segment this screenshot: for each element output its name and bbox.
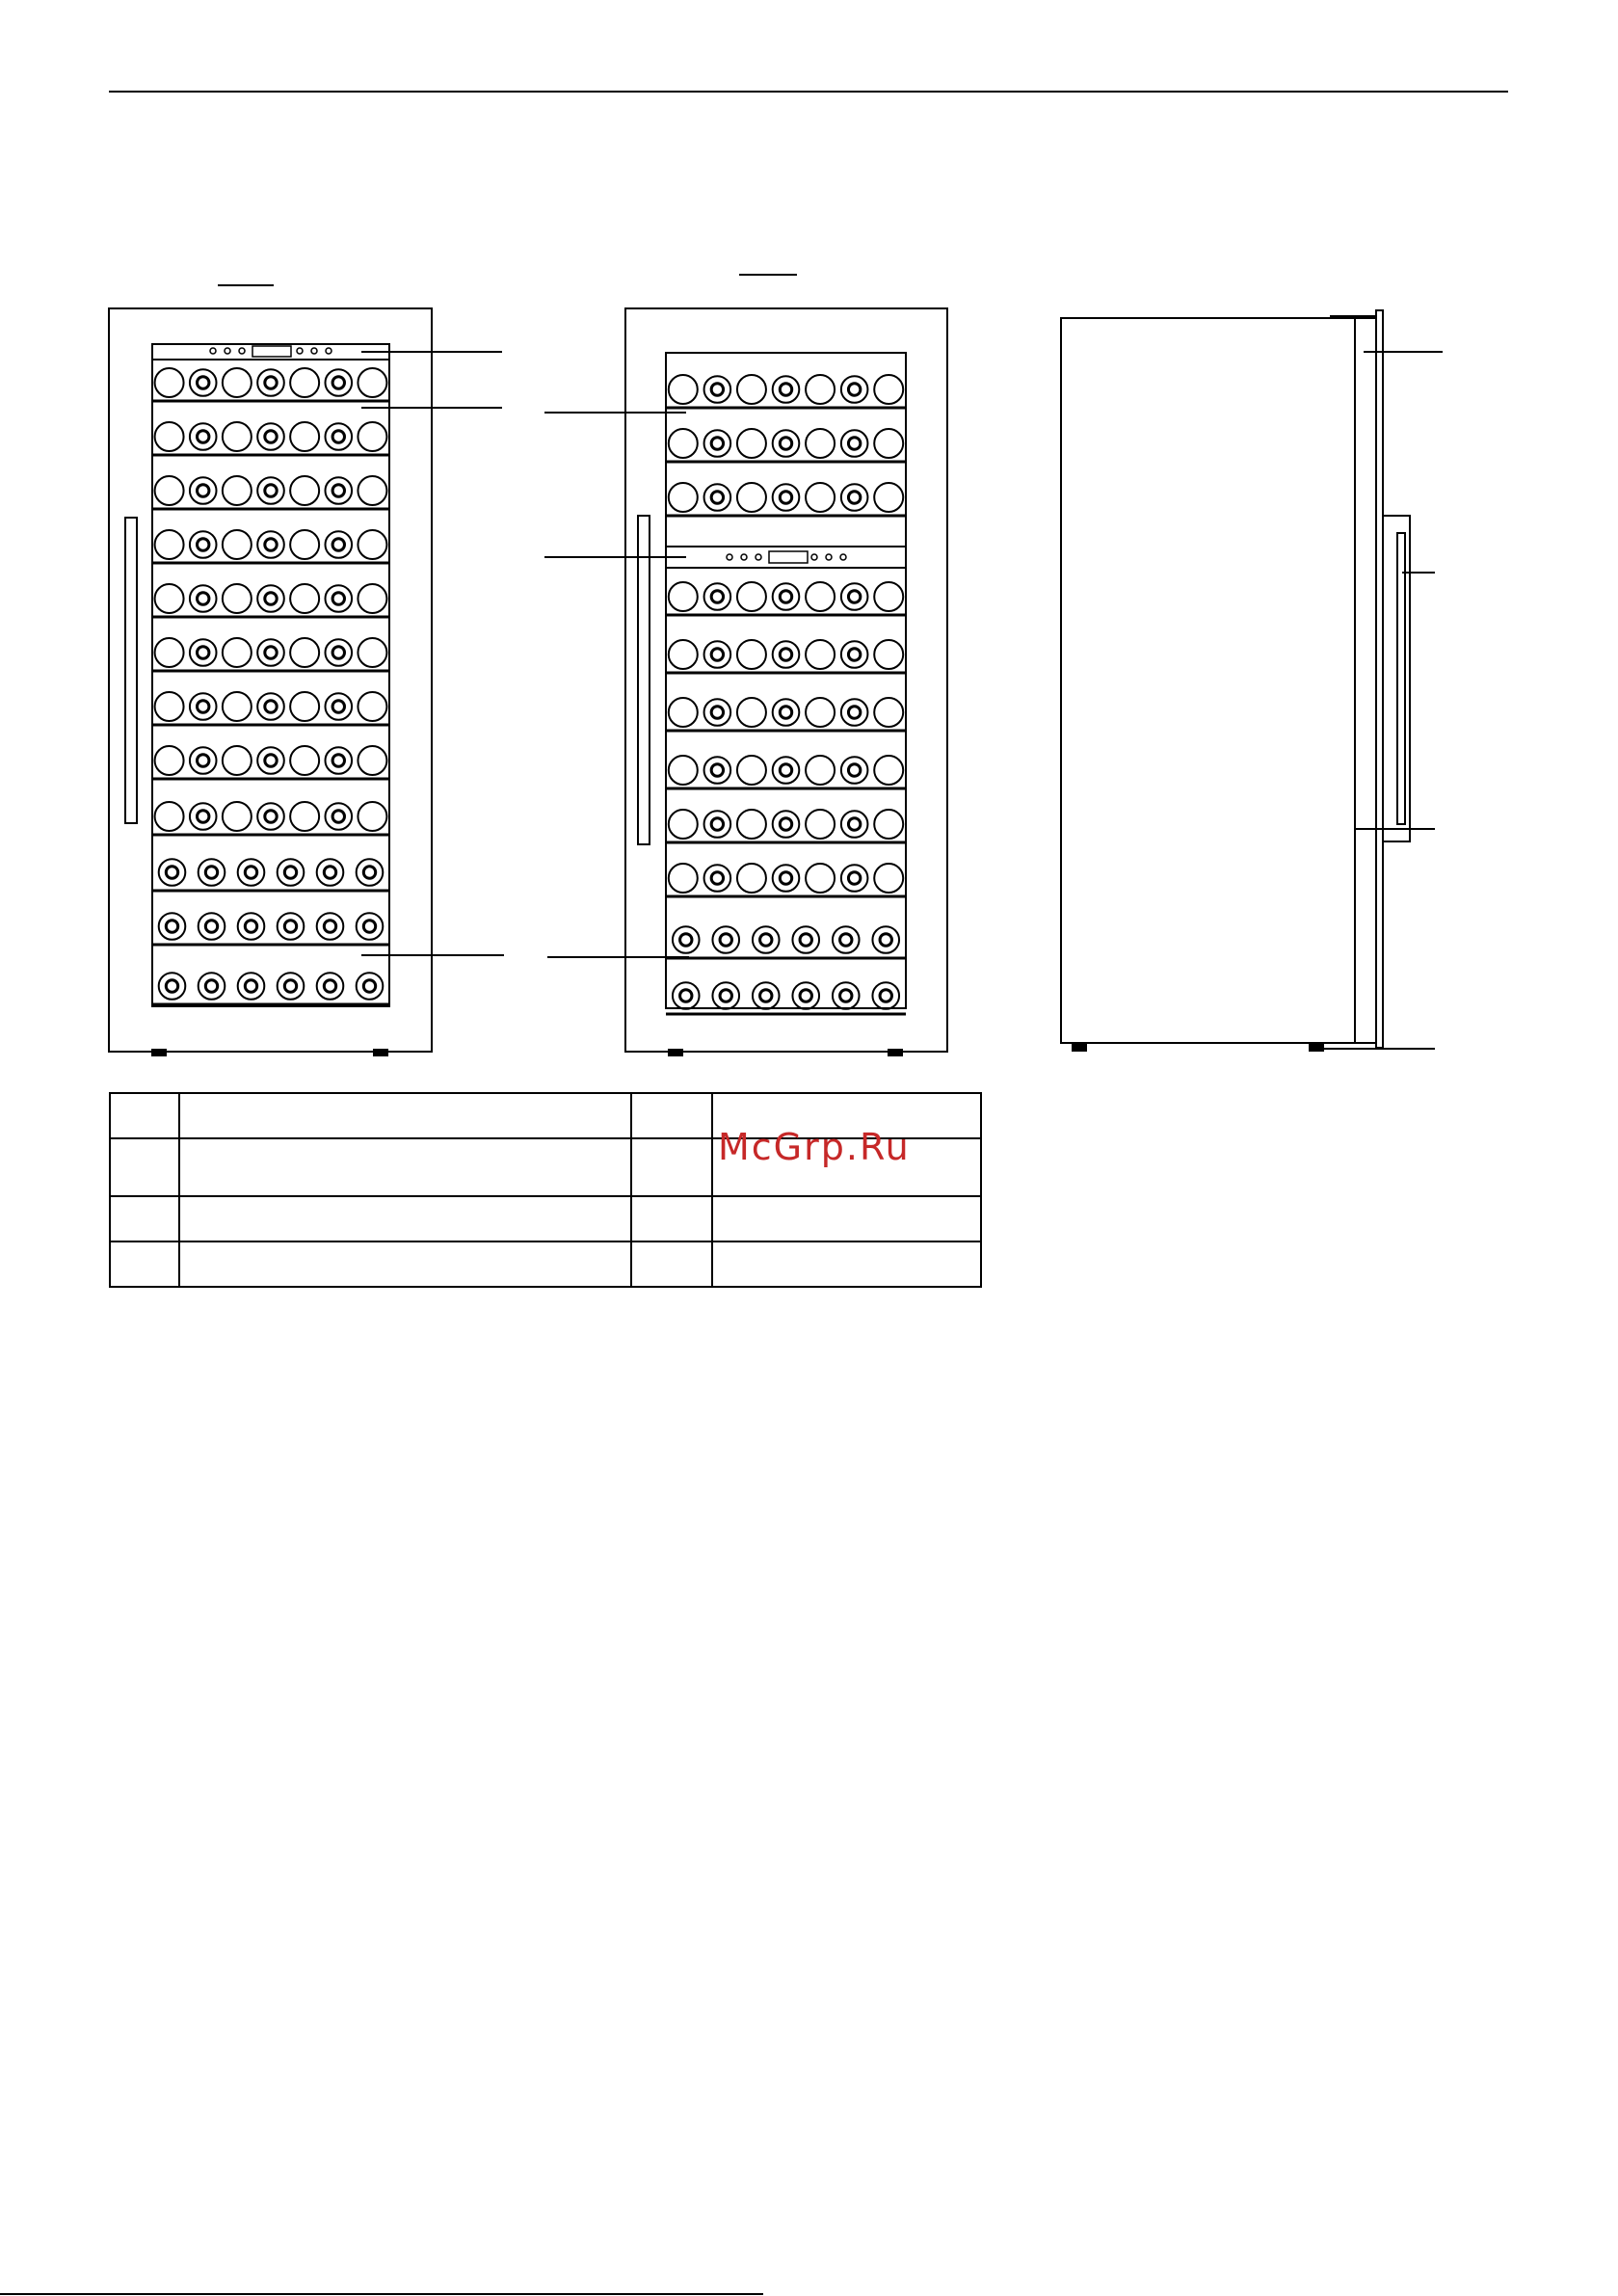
bottle-outline — [669, 582, 698, 611]
bottle-outline — [223, 476, 252, 505]
bottle-outline — [704, 430, 731, 457]
bottle-outline — [358, 692, 386, 721]
bottle-neck — [880, 934, 891, 946]
bottle-outline — [223, 638, 252, 667]
bottle-neck — [363, 867, 375, 878]
bottle-neck — [848, 764, 860, 776]
bottle-outline — [223, 746, 252, 775]
table-cell — [712, 1196, 981, 1241]
bottle-neck — [265, 755, 277, 766]
bottle-outline — [773, 376, 800, 403]
bottle-outline — [773, 699, 800, 726]
bottle-outline — [317, 973, 344, 1000]
bottle-outline — [325, 585, 352, 612]
bottle-neck — [880, 990, 891, 1001]
bottle-outline — [257, 369, 284, 396]
bottle-outline — [155, 476, 184, 505]
bottle-outline — [669, 483, 698, 512]
bottle-outline — [155, 530, 184, 559]
bottle-neck — [780, 438, 791, 449]
bottle-outline — [223, 584, 252, 613]
bottle-outline — [841, 699, 868, 726]
bottle-outline — [257, 803, 284, 830]
bottle-outline — [669, 698, 698, 727]
bottle-neck — [760, 990, 772, 1001]
bottle-outline — [712, 926, 739, 953]
bottle-outline — [737, 810, 766, 839]
bottle-neck — [265, 811, 277, 822]
bottle-outline — [190, 693, 217, 720]
bottle-neck — [848, 707, 860, 718]
bottle-neck — [265, 647, 277, 658]
bottle-outline — [841, 430, 868, 457]
bottle-neck — [800, 934, 811, 946]
bottle-outline — [223, 692, 252, 721]
bottle-outline — [325, 639, 352, 666]
bottle-outline — [669, 864, 698, 893]
bottle-neck — [680, 934, 692, 946]
bottle-neck — [711, 438, 723, 449]
bottle-neck — [332, 377, 344, 388]
bottle-neck — [332, 593, 344, 604]
middle-bottle-shelves — [666, 375, 906, 1014]
table-cell — [110, 1241, 179, 1287]
bottle-outline — [325, 803, 352, 830]
bottle-outline — [290, 422, 319, 451]
bottle-outline — [357, 913, 384, 940]
table-cell — [631, 1196, 712, 1241]
bottle-outline — [257, 531, 284, 558]
bottle-neck — [840, 990, 852, 1001]
bottle-outline — [833, 982, 860, 1009]
middle-control-panel-buttons — [727, 551, 846, 563]
bottle-outline — [199, 859, 225, 886]
bottle-outline — [792, 926, 819, 953]
bottle-outline — [190, 369, 217, 396]
bottle-outline — [806, 698, 835, 727]
bottle-neck — [265, 593, 277, 604]
bottle-neck — [711, 384, 723, 395]
bottle-neck — [840, 934, 852, 946]
bottle-outline — [833, 926, 860, 953]
bottle-outline — [704, 376, 731, 403]
bottle-outline — [155, 802, 184, 831]
bottle-outline — [317, 913, 344, 940]
bottle-neck — [324, 980, 335, 992]
bottle-outline — [290, 368, 319, 397]
bottle-outline — [155, 638, 184, 667]
bottle-outline — [290, 530, 319, 559]
bottle-neck — [332, 485, 344, 496]
bottle-outline — [669, 810, 698, 839]
bottle-outline — [874, 864, 903, 893]
bottle-outline — [874, 483, 903, 512]
bottle-outline — [238, 859, 265, 886]
bottle-neck — [332, 755, 344, 766]
bottle-outline — [874, 698, 903, 727]
bottle-neck — [332, 539, 344, 550]
bottle-neck — [711, 764, 723, 776]
bottle-neck — [711, 591, 723, 602]
bottle-outline — [155, 368, 184, 397]
bottle-outline — [257, 747, 284, 774]
bottle-outline — [325, 693, 352, 720]
bottle-outline — [806, 864, 835, 893]
bottle-outline — [223, 422, 252, 451]
left-foot-2 — [374, 1050, 387, 1055]
bottle-outline — [841, 376, 868, 403]
middle-foot-2 — [889, 1050, 902, 1055]
bottle-outline — [155, 746, 184, 775]
table-cell — [179, 1241, 631, 1287]
bottle-neck — [324, 867, 335, 878]
table-cell — [631, 1093, 712, 1138]
bottle-outline — [257, 693, 284, 720]
bottle-outline — [358, 530, 386, 559]
bottle-neck — [848, 438, 860, 449]
bottle-outline — [773, 430, 800, 457]
bottle-neck — [265, 539, 277, 550]
table-cell — [179, 1196, 631, 1241]
bottle-outline — [358, 638, 386, 667]
bottle-outline — [278, 913, 305, 940]
bottle-outline — [223, 530, 252, 559]
bottle-outline — [190, 585, 217, 612]
bottle-outline — [737, 864, 766, 893]
bottle-outline — [737, 640, 766, 669]
bottle-neck — [780, 764, 791, 776]
bottle-outline — [159, 859, 186, 886]
bottle-neck — [780, 492, 791, 503]
bottle-outline — [874, 375, 903, 404]
bottle-neck — [720, 934, 731, 946]
bottle-neck — [332, 811, 344, 822]
table-cell — [110, 1138, 179, 1196]
bottle-outline — [704, 865, 731, 892]
bottle-outline — [673, 926, 700, 953]
bottle-outline — [737, 375, 766, 404]
bottle-outline — [358, 802, 386, 831]
bottle-outline — [874, 640, 903, 669]
bottle-outline — [806, 640, 835, 669]
bottle-outline — [317, 859, 344, 886]
bottle-outline — [238, 913, 265, 940]
bottle-outline — [806, 756, 835, 785]
table-row — [110, 1196, 981, 1241]
parts-legend-table — [109, 1092, 982, 1288]
bottle-outline — [704, 484, 731, 511]
bottle-outline — [806, 582, 835, 611]
bottle-outline — [155, 692, 184, 721]
bottle-neck — [363, 921, 375, 932]
left-control-panel-buttons — [210, 346, 332, 357]
side-cabinet-body — [1061, 318, 1355, 1043]
bottle-outline — [773, 484, 800, 511]
bottle-outline — [792, 982, 819, 1009]
bottle-outline — [673, 982, 700, 1009]
bottle-outline — [874, 429, 903, 458]
bottle-outline — [325, 531, 352, 558]
left-cabinet-front-view — [109, 308, 432, 1055]
table-cell — [179, 1138, 631, 1196]
bottle-neck — [848, 872, 860, 884]
bottle-neck — [680, 990, 692, 1001]
bottle-outline — [325, 369, 352, 396]
bottle-outline — [737, 698, 766, 727]
bottle-outline — [190, 531, 217, 558]
table-cell — [179, 1093, 631, 1138]
bottle-outline — [290, 584, 319, 613]
bottle-neck — [760, 934, 772, 946]
bottle-outline — [159, 913, 186, 940]
bottle-outline — [704, 583, 731, 610]
bottle-outline — [358, 584, 386, 613]
bottle-outline — [704, 757, 731, 784]
bottle-outline — [773, 757, 800, 784]
table-cell — [712, 1241, 981, 1287]
bottle-neck — [780, 872, 791, 884]
table-cell — [110, 1196, 179, 1241]
bottle-outline — [773, 811, 800, 838]
bottle-neck — [284, 921, 296, 932]
bottle-outline — [223, 368, 252, 397]
bottle-outline — [753, 926, 780, 953]
middle-glass-window — [666, 353, 906, 1008]
bottle-neck — [332, 431, 344, 442]
bottle-neck — [166, 921, 177, 932]
bottle-neck — [711, 872, 723, 884]
bottle-outline — [806, 429, 835, 458]
bottle-neck — [205, 867, 217, 878]
bottle-neck — [198, 431, 209, 442]
bottle-outline — [190, 747, 217, 774]
bottle-outline — [872, 926, 899, 953]
bottle-outline — [290, 476, 319, 505]
bottle-neck — [848, 591, 860, 602]
bottle-neck — [711, 649, 723, 660]
left-door-handle — [125, 518, 137, 823]
bottle-neck — [245, 867, 256, 878]
bottle-outline — [358, 368, 386, 397]
bottle-outline — [290, 746, 319, 775]
table-cell — [631, 1138, 712, 1196]
bottle-outline — [704, 811, 731, 838]
bottle-outline — [773, 865, 800, 892]
bottle-outline — [737, 756, 766, 785]
bottle-neck — [780, 384, 791, 395]
bottle-outline — [841, 484, 868, 511]
bottle-neck — [324, 921, 335, 932]
bottle-neck — [720, 990, 731, 1001]
bottle-neck — [780, 649, 791, 660]
table-cell — [631, 1241, 712, 1287]
bottle-neck — [848, 384, 860, 395]
bottle-neck — [265, 701, 277, 712]
bottle-outline — [874, 810, 903, 839]
bottle-outline — [841, 757, 868, 784]
side-handle-grip — [1397, 533, 1405, 824]
bottle-outline — [223, 802, 252, 831]
bottle-outline — [257, 639, 284, 666]
bottle-outline — [841, 583, 868, 610]
bottle-neck — [198, 485, 209, 496]
bottle-neck — [284, 980, 296, 992]
bottle-outline — [155, 584, 184, 613]
bottle-outline — [737, 483, 766, 512]
bottle-outline — [325, 747, 352, 774]
bottle-outline — [669, 756, 698, 785]
bottle-outline — [290, 638, 319, 667]
bottle-outline — [753, 982, 780, 1009]
table-cell — [110, 1093, 179, 1138]
bottle-outline — [737, 429, 766, 458]
bottle-neck — [245, 980, 256, 992]
bottle-outline — [358, 746, 386, 775]
bottle-outline — [773, 583, 800, 610]
bottle-neck — [711, 818, 723, 830]
bottle-outline — [257, 585, 284, 612]
middle-control-panel — [666, 547, 906, 568]
bottle-outline — [704, 641, 731, 668]
bottle-neck — [711, 492, 723, 503]
bottle-outline — [325, 423, 352, 450]
bottle-neck — [198, 701, 209, 712]
bottle-outline — [704, 699, 731, 726]
bottle-outline — [874, 756, 903, 785]
side-door-edge — [1376, 310, 1383, 1048]
bottle-outline — [357, 973, 384, 1000]
bottle-outline — [669, 429, 698, 458]
bottle-neck — [205, 921, 217, 932]
bottle-neck — [848, 649, 860, 660]
bottle-outline — [712, 982, 739, 1009]
bottle-outline — [190, 477, 217, 504]
side-door-frame — [1355, 318, 1376, 1043]
bottle-outline — [199, 913, 225, 940]
bottle-neck — [198, 811, 209, 822]
bottle-outline — [357, 859, 384, 886]
bottle-outline — [155, 422, 184, 451]
bottle-neck — [198, 539, 209, 550]
middle-foot-1 — [669, 1050, 682, 1055]
bottle-outline — [199, 973, 225, 1000]
left-foot-1 — [152, 1050, 166, 1055]
bottle-neck — [363, 980, 375, 992]
bottle-outline — [257, 423, 284, 450]
side-foot-1 — [1073, 1043, 1086, 1051]
bottle-outline — [806, 375, 835, 404]
bottle-neck — [332, 701, 344, 712]
bottle-neck — [265, 377, 277, 388]
bottle-outline — [190, 423, 217, 450]
bottle-outline — [872, 982, 899, 1009]
middle-leader-lines — [544, 413, 689, 957]
bottle-outline — [278, 859, 305, 886]
bottle-outline — [874, 582, 903, 611]
bottle-outline — [278, 973, 305, 1000]
bottle-neck — [711, 707, 723, 718]
bottle-outline — [257, 477, 284, 504]
bottle-neck — [265, 431, 277, 442]
middle-door-handle — [638, 516, 650, 844]
bottle-outline — [159, 973, 186, 1000]
left-cabinet-body — [109, 308, 432, 1052]
bottle-neck — [166, 980, 177, 992]
bottle-outline — [806, 810, 835, 839]
bottle-neck — [198, 647, 209, 658]
bottle-neck — [198, 755, 209, 766]
right-cabinet-side-view — [1061, 310, 1410, 1051]
bottle-neck — [166, 867, 177, 878]
watermark-text: McGrp.Ru — [718, 1126, 911, 1168]
bottle-neck — [245, 921, 256, 932]
side-foot-2 — [1310, 1043, 1323, 1051]
bottle-neck — [800, 990, 811, 1001]
bottle-neck — [332, 647, 344, 658]
bottle-neck — [848, 818, 860, 830]
bottle-neck — [780, 591, 791, 602]
bottle-outline — [841, 641, 868, 668]
bottle-neck — [848, 492, 860, 503]
bottle-outline — [190, 803, 217, 830]
bottle-outline — [358, 476, 386, 505]
bottle-neck — [284, 867, 296, 878]
middle-cabinet-front-view — [625, 308, 947, 1055]
bottle-outline — [669, 640, 698, 669]
left-bottle-shelves — [152, 368, 389, 1004]
bottle-outline — [325, 477, 352, 504]
bottle-outline — [841, 865, 868, 892]
bottle-neck — [265, 485, 277, 496]
bottle-neck — [198, 377, 209, 388]
table-row — [110, 1241, 981, 1287]
bottle-outline — [238, 973, 265, 1000]
bottle-outline — [358, 422, 386, 451]
bottle-outline — [841, 811, 868, 838]
bottle-outline — [806, 483, 835, 512]
bottle-neck — [205, 980, 217, 992]
bottle-outline — [737, 582, 766, 611]
bottle-neck — [780, 707, 791, 718]
bottle-outline — [773, 641, 800, 668]
bottle-outline — [190, 639, 217, 666]
bottle-outline — [669, 375, 698, 404]
bottle-neck — [780, 818, 791, 830]
bottle-neck — [198, 593, 209, 604]
bottle-outline — [290, 802, 319, 831]
bottle-outline — [290, 692, 319, 721]
